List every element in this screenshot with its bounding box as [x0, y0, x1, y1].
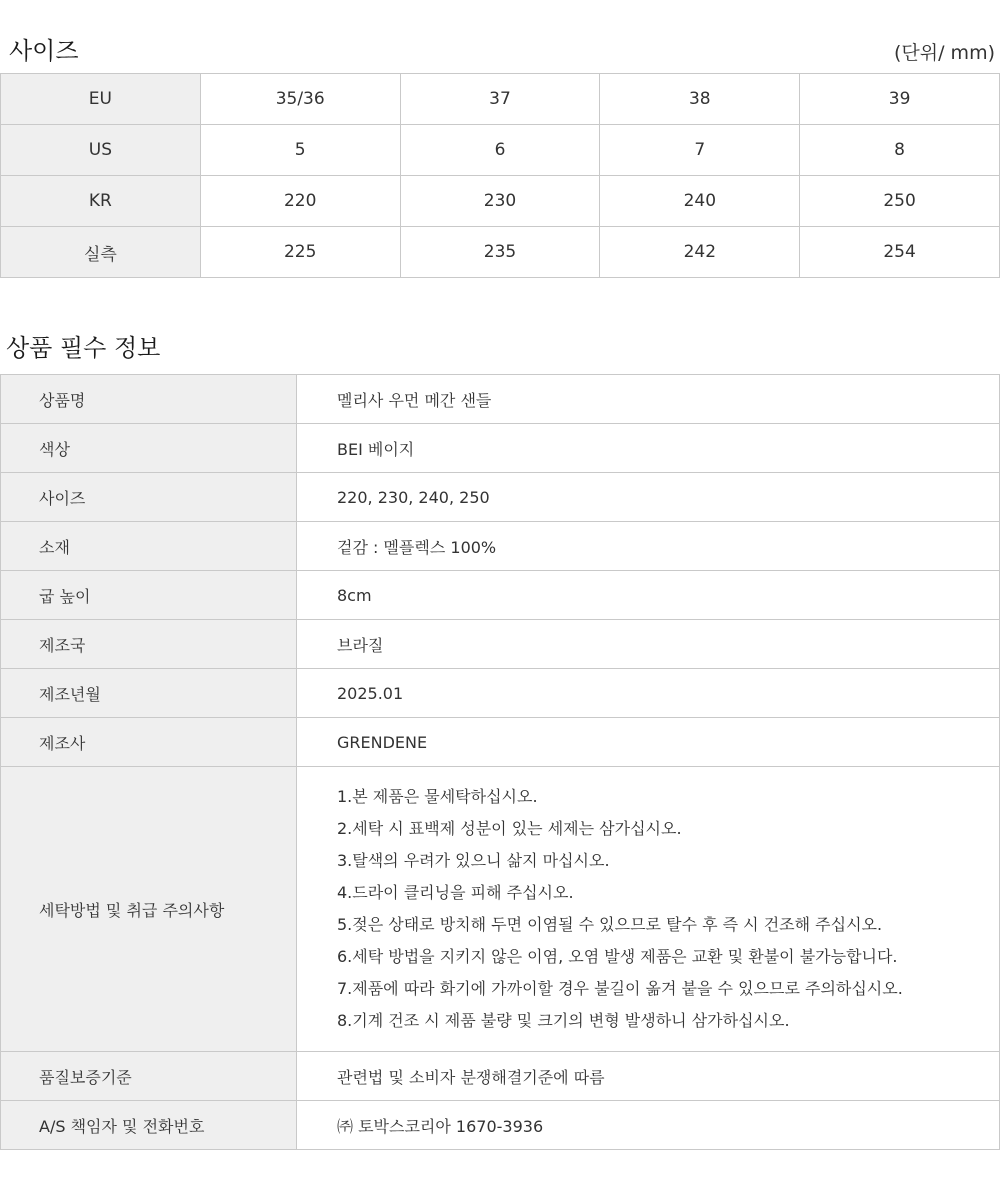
- info-value: BEI 베이지: [297, 424, 1000, 473]
- size-cell: 230: [400, 176, 600, 227]
- size-cell: 254: [800, 227, 1000, 278]
- care-item: 6.세탁 방법을 지키지 않은 이염, 오염 발생 제품은 교환 및 환불이 불가능합니다.: [337, 947, 898, 966]
- size-cell: 242: [600, 227, 800, 278]
- size-cell: 38: [600, 74, 800, 125]
- info-label: 색상: [1, 424, 297, 473]
- product-info-table: [0, 374, 1000, 1150]
- info-row: [1, 424, 1000, 473]
- info-value: 겉감 : 멜플렉스 100%: [297, 522, 1000, 571]
- info-label: 제조사: [1, 718, 297, 767]
- care-list: [337, 767, 999, 1051]
- size-cell: 39: [800, 74, 1000, 125]
- info-row: [1, 1052, 1000, 1101]
- size-row-kr: [1, 176, 1000, 227]
- care-item: 1.본 제품은 물세탁하십시오.: [337, 787, 538, 806]
- size-cell: 35/36: [200, 74, 400, 125]
- size-row-label: EU: [1, 74, 201, 125]
- size-cell: 37: [400, 74, 600, 125]
- info-label: 품질보증기준: [1, 1052, 297, 1101]
- info-value: 220, 230, 240, 250: [297, 473, 1000, 522]
- size-unit-label: (단위/ mm): [894, 42, 995, 64]
- size-row-label: US: [1, 125, 201, 176]
- size-table: [0, 73, 1000, 278]
- size-section-title: 사이즈: [9, 37, 79, 65]
- info-row: [1, 669, 1000, 718]
- size-row-label: 실측: [1, 227, 201, 278]
- size-cell: 5: [200, 125, 400, 176]
- care-item: 2.세탁 시 표백제 성분이 있는 세제는 삼가십시오.: [337, 819, 682, 838]
- care-row: [1, 767, 1000, 1052]
- info-value: 2025.01: [297, 669, 1000, 718]
- info-value: 브라질: [297, 620, 1000, 669]
- care-item: 4.드라이 클리닝을 피해 주십시오.: [337, 883, 574, 902]
- info-label: A/S 책임자 및 전화번호: [1, 1101, 297, 1150]
- size-row-measured: [1, 227, 1000, 278]
- info-label: 제조국: [1, 620, 297, 669]
- info-row: [1, 620, 1000, 669]
- info-label: 사이즈: [1, 473, 297, 522]
- info-row: [1, 375, 1000, 424]
- size-cell: 225: [200, 227, 400, 278]
- info-section-title: 상품 필수 정보: [6, 334, 161, 362]
- size-cell: 6: [400, 125, 600, 176]
- info-value: 8cm: [297, 571, 1000, 620]
- info-row: [1, 1101, 1000, 1150]
- size-cell: 240: [600, 176, 800, 227]
- info-row: [1, 718, 1000, 767]
- info-value: 멜리사 우먼 메간 샌들: [297, 375, 1000, 424]
- size-cell: 235: [400, 227, 600, 278]
- size-row-eu: [1, 74, 1000, 125]
- size-cell: 8: [800, 125, 1000, 176]
- info-value: GRENDENE: [297, 718, 1000, 767]
- info-label: 굽 높이: [1, 571, 297, 620]
- info-label: 소재: [1, 522, 297, 571]
- info-value: ㈜ 토박스코리아 1670-3936: [297, 1101, 1000, 1150]
- care-item: 8.기계 건조 시 제품 불량 및 크기의 변형 발생하니 삼가하십시오.: [337, 1011, 790, 1030]
- care-instructions: [297, 767, 1000, 1052]
- info-label: 제조년월: [1, 669, 297, 718]
- info-row: [1, 522, 1000, 571]
- care-label: 세탁방법 및 취급 주의사항: [1, 767, 297, 1052]
- care-item: 5.젖은 상태로 방치해 두면 이염될 수 있으므로 탈수 후 즉 시 건조해 주십시오.: [337, 915, 883, 934]
- size-row-label: KR: [1, 176, 201, 227]
- size-cell: 220: [200, 176, 400, 227]
- info-row: [1, 473, 1000, 522]
- size-cell: 7: [600, 125, 800, 176]
- info-value: 관련법 및 소비자 분쟁해결기준에 따름: [297, 1052, 1000, 1101]
- care-item: 7.제품에 따라 화기에 가까이할 경우 불길이 옮겨 붙을 수 있으므로 주의하십시오.: [337, 979, 903, 998]
- info-label: 상품명: [1, 375, 297, 424]
- size-row-us: [1, 125, 1000, 176]
- size-cell: 250: [800, 176, 1000, 227]
- care-item: 3.탈색의 우려가 있으니 삶지 마십시오.: [337, 851, 610, 870]
- info-row: [1, 571, 1000, 620]
